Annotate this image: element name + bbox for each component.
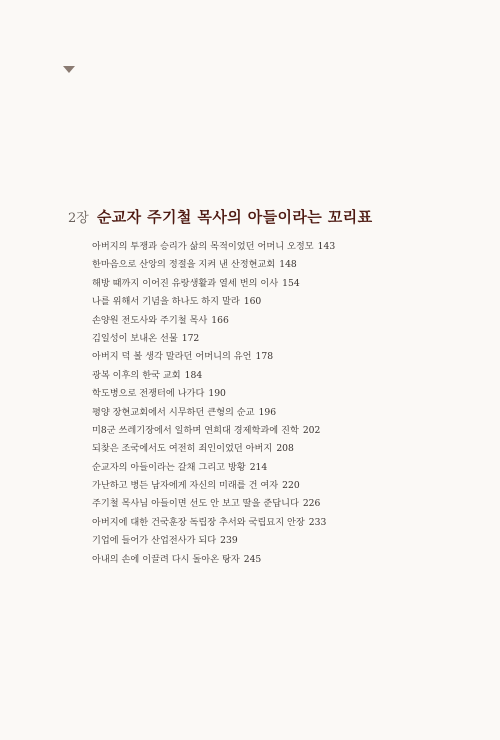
toc-entry-page: 208: [276, 443, 294, 455]
toc-entry-page: 245: [243, 553, 262, 565]
toc-entry-title: 아버지 덕 볼 생각 말라던 어머니의 유언: [92, 351, 252, 363]
toc-entry-page: 166: [211, 314, 229, 326]
chapter-heading: [68, 206, 372, 227]
toc-entry-page: 160: [243, 296, 262, 308]
toc-entry-page: 154: [282, 277, 300, 289]
toc-entry: [92, 330, 432, 348]
toc-entry: [92, 422, 432, 440]
toc-entry: [92, 532, 432, 550]
toc-entry-page: 143: [317, 241, 336, 252]
toc-entry-page: 178: [255, 351, 274, 363]
toc-entry-page: 214: [249, 461, 268, 473]
table-of-contents: [92, 238, 432, 569]
toc-entry-page: 239: [220, 535, 238, 547]
toc-entry: [92, 293, 432, 311]
toc-entry: [92, 238, 432, 256]
toc-entry-title: 김일성이 보내온 선물: [92, 332, 178, 344]
toc-entry-title: 손양원 전도사와 주기철 목사: [92, 314, 208, 326]
chapter-title: 순교자 주기철 목사의 아들이라는 꼬리표: [96, 208, 373, 226]
toc-entry: [92, 312, 432, 330]
toc-entry-title: 학도병으로 전쟁터에 나가다: [92, 388, 205, 400]
toc-entry: [92, 459, 432, 477]
toc-entry-page: 202: [302, 424, 321, 436]
toc-entry-title: 가난하고 병든 남자에게 자신의 미래를 건 여자: [92, 480, 279, 492]
toc-entry: [92, 348, 432, 366]
toc-entry: [92, 551, 432, 569]
toc-entry-page: 226: [302, 498, 321, 510]
toc-entry-page: 233: [308, 516, 327, 528]
toc-entry-page: 220: [282, 480, 300, 492]
toc-entry: [92, 385, 432, 403]
toc-entry-page: 184: [184, 369, 203, 381]
toc-entry: [92, 514, 432, 532]
toc-entry: [92, 275, 432, 293]
toc-entry-title: 되찾은 조국에서도 여전히 죄인이었던 아버지: [92, 443, 273, 455]
toc-entry-page: 196: [258, 406, 277, 418]
toc-entry-title: 아버지의 투쟁과 승리가 삶의 목적이었던 어머니 오정모: [92, 241, 314, 252]
toc-entry-title: 아버지에 대한 건국훈장 독립장 추서와 국립묘지 안장: [92, 516, 305, 528]
toc-entry: [92, 367, 432, 385]
toc-entry-title: 평양 장현교회에서 시무하던 큰형의 순교: [92, 406, 255, 418]
toc-entry-title: 한마음으로 산앙의 정절을 지켜 낸 산정현교회: [92, 259, 276, 271]
toc-entry-title: 주기철 목사님 아들이면 선도 안 보고 딸을 준답니다: [92, 498, 299, 510]
toc-entry-page: 148: [279, 259, 297, 271]
toc-entry: [92, 256, 432, 274]
toc-entry: [92, 495, 432, 513]
toc-entry-title: 미8군 쓰레기장에서 일하며 연희대 경제학과에 진학: [92, 424, 299, 436]
toc-entry-page: 172: [181, 332, 200, 344]
toc-entry: [92, 477, 432, 495]
toc-entry-title: 나를 위해서 기념을 하나도 하지 말라: [92, 296, 240, 308]
chapter-number: 2장: [68, 211, 89, 226]
toc-entry: [92, 404, 432, 422]
toc-entry-title: 순교자의 아들이라는 갈채 그리고 방황: [92, 461, 246, 473]
toc-entry-title: 아내의 손에 이끌려 다시 돌아온 탕자: [92, 553, 240, 565]
triangle-marker-icon: [63, 66, 75, 73]
toc-entry: [92, 440, 432, 458]
toc-entry-title: 광복 이후의 한국 교회: [92, 369, 181, 381]
toc-entry-title: 기업에 들어가 산업전사가 되다: [92, 535, 217, 547]
toc-entry-title: 해방 때까지 이어진 유랑생활과 열세 번의 이사: [92, 277, 279, 289]
toc-entry-page: 190: [208, 388, 226, 400]
